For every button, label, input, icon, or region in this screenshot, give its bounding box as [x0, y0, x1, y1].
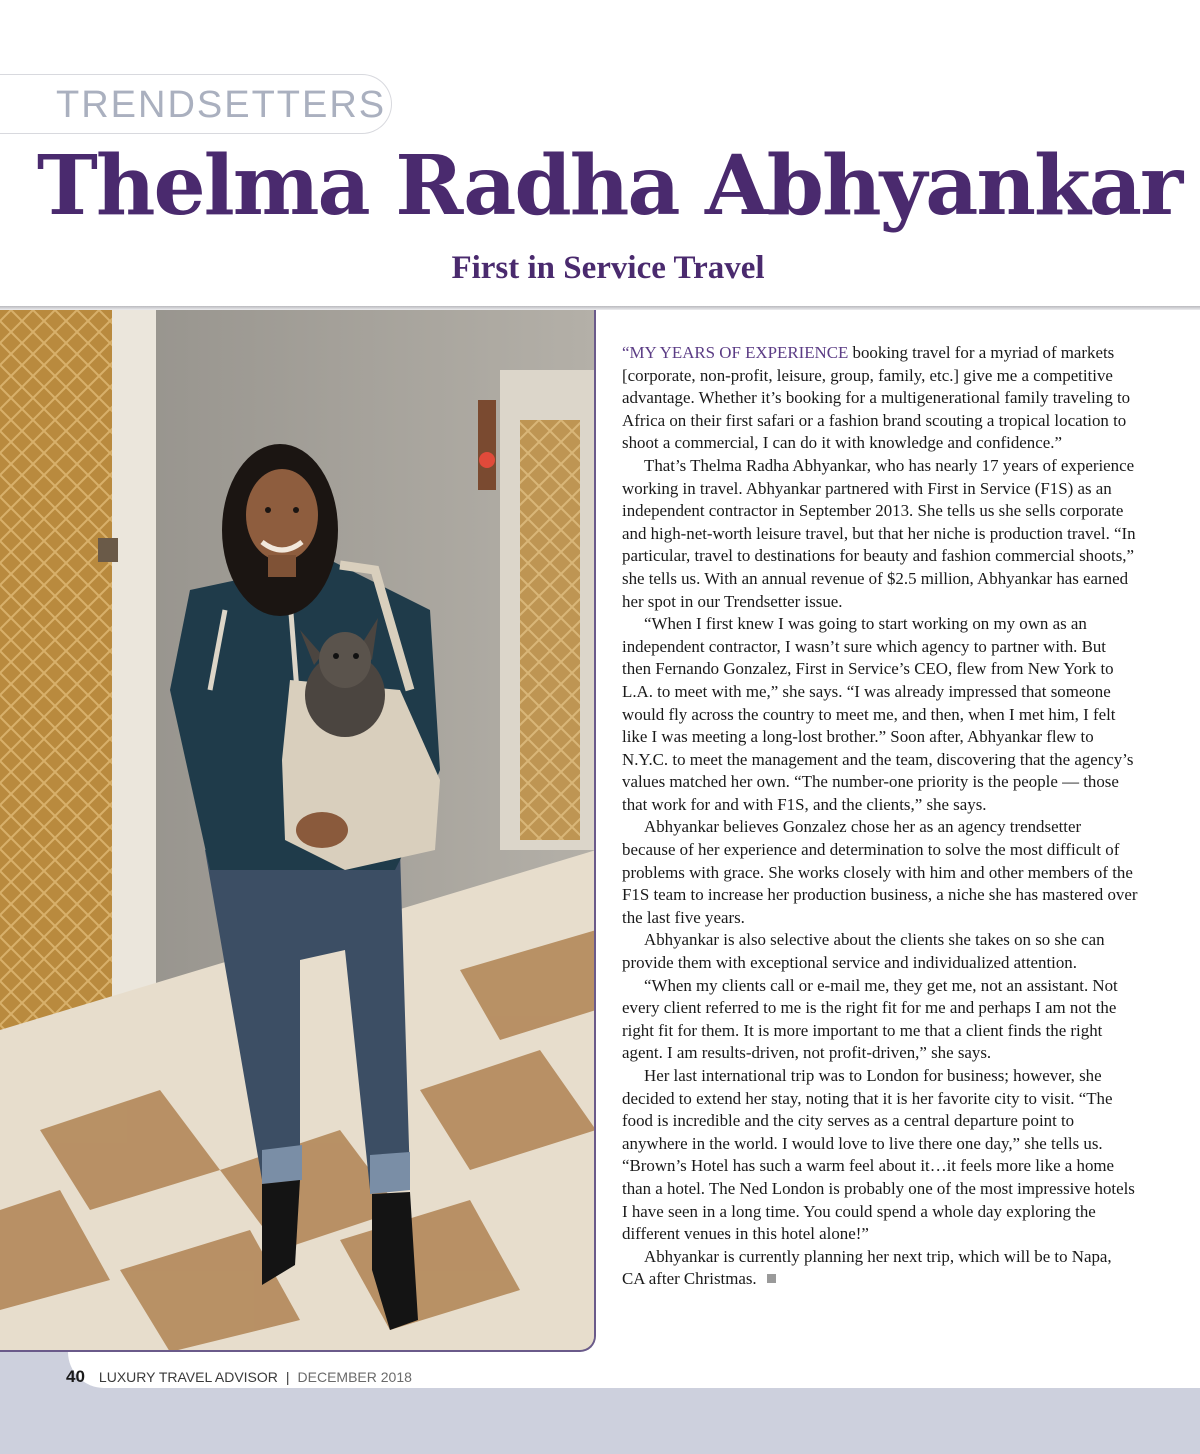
issue-date: DECEMBER 2018	[297, 1369, 412, 1385]
article-paragraph: Abhyankar is also selective about the clients she takes on so she can provide them with exceptional service and individualized attention.	[622, 930, 1105, 973]
article-body	[622, 342, 1138, 1291]
closing-text: Abhyankar is currently planning her next trip, which will be to Napa, CA after Christmas.	[622, 1246, 1112, 1289]
article-paragraph: “When I first knew I was going to start working on my own as an independent contractor, I wasn’t sure which agency to partner with. But then Fernando Gonzalez, First in Service’s CEO, flew from New York to L.A. to meet with me,” she says. “I was already impressed that someone would fly across the country to meet me, and then, when I met him, I felt like I was meeting a long-lost brother.” Soon after, Abhyankar flew to N.Y.C. to meet the management and the team, discovering that the agency’s values matched her own. “The number-one priority is the people — those that work for and with F1S, and the clients,” she says.	[622, 614, 1134, 814]
article-paragraph: “When my clients call or e-mail me, they get me, not an assistant. Not every client referred to me is the right fit for me and perhaps I am not the right fit for them. It is more important to me that a client finds the right agent. I am results-driven, not profit-driven,” she says.	[622, 975, 1118, 1063]
subhead: First in Service Travel	[451, 250, 765, 286]
lead-text: booking travel for a myriad of markets [corporate, non-profit, leisure, group, family, etc.] give me a competitive advantage. Whether it’s booking for a multigenerational family traveling to Africa on their first safari or a fashion brand scouting a tropical location to shoot a commercial, I can do it with knowledge and confidence.”	[622, 343, 1131, 453]
lead-paragraph	[622, 342, 1138, 455]
headline: Thelma Radha Abhyankar	[36, 138, 1182, 234]
page-number: 40	[66, 1367, 85, 1386]
kicker: “MY YEARS OF EXPERIENCE	[622, 343, 849, 362]
portrait-photo	[0, 310, 596, 1352]
article-paragraph	[622, 1246, 1138, 1291]
end-of-article-icon	[767, 1274, 776, 1283]
folio	[66, 1367, 412, 1387]
article-paragraph: Abhyankar believes Gonzalez chose her as an agency trendsetter because of her experience and determination to solve the most difficult of problems with grace. She works closely with him and other members of the F1S team to increase her production business, a niche she has mastered over the last five years.	[622, 817, 1138, 927]
section-tab	[0, 74, 392, 134]
article-paragraph: That’s Thelma Radha Abhyankar, who has nearly 17 years of experience working in travel. Abhyankar partnered with First in Service (F1S) as an independent contractor in September 2013. She tells us she sells corporate and high-net-worth leisure travel, but that her niche is production travel. “In particular, travel to destinations for beauty and fashion commercial shoots,” she tells us. With an annual revenue of $2.5 million, Abhyankar has earned her spot in our Trendsetter issue.	[622, 455, 1136, 611]
article-paragraph: Her last international trip was to London for business; however, she decided to extend her stay, noting that it is her favorite city to visit. “The food is incredible and the city serves as a central departure point to anywhere in the world. I would love to live there one day,” she tells us. “Brown’s Hotel has such a warm feel about it…it feels more like a home than a hotel. The Ned London is probably one of the most impressive hotels I have seen in a long time. You could spend a whole day exploring the different venues in this hotel alone!”	[622, 1066, 1135, 1244]
section-label: TRENDSETTERS	[56, 84, 387, 126]
folio-separator: |	[285, 1369, 290, 1385]
publication-name: LUXURY TRAVEL ADVISOR	[98, 1369, 278, 1385]
